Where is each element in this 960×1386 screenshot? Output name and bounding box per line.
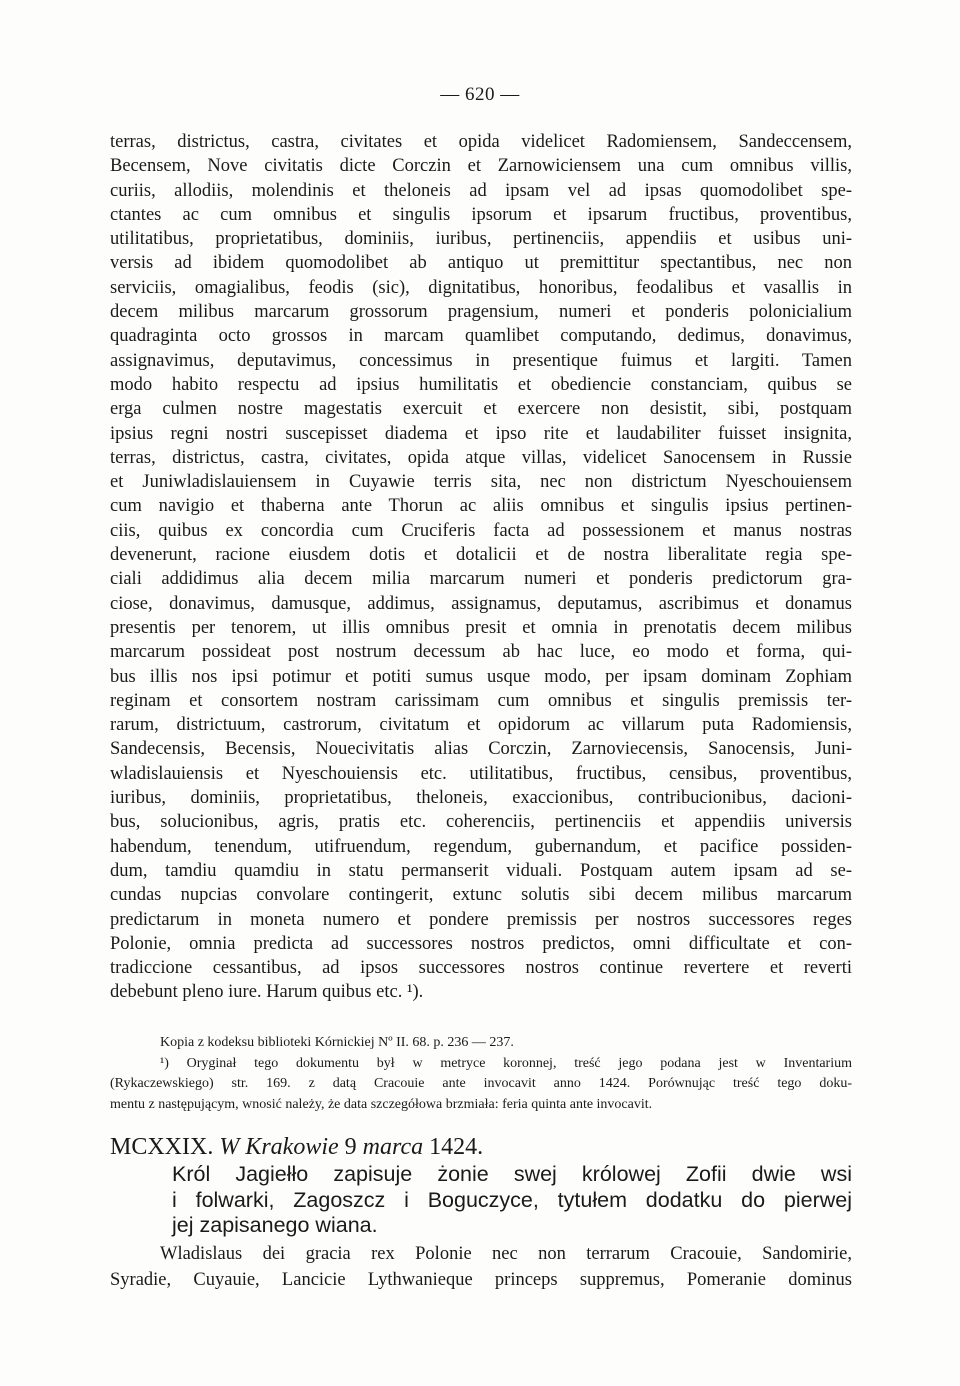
footnote-line: (Rykaczewskiego) str. 169. z datą Cracouie ante invocavit anno 1424. Porównując treść tego doku-	[110, 1076, 852, 1091]
text-line: Sandecensis, Becensis, Nouecivitatis alias Corczin, Zarnoviecensis, Sanocensis, Juni-	[110, 739, 852, 760]
opening-line: Wladislaus dei gracia rex Polonie nec non terrarum Cracouie, Sandomirie,	[160, 1244, 852, 1264]
text-line: decem milibus marcarum grossorum pragensium, numeri et ponderis polonicialium	[110, 302, 852, 323]
text-line: terras, districtus, castra, civitates, opida atque villas, videlicet Sanocensem in Russie	[110, 447, 852, 468]
text-line: rarum, districtuum, castrorum, civitatum et opidorum ac villarum puta Radomiensis,	[110, 715, 852, 736]
notes-block	[110, 1033, 852, 1115]
text-line: bus, solucionibus, agris, pratis etc. coherenciis, pertinenciis et appendiis universis	[110, 812, 852, 833]
text-line: terras, districtus, castra, civitates et opida videlicet Radomiensem, Sandeccensem,	[110, 132, 852, 152]
document-month: marca	[362, 1134, 424, 1160]
text-line: iuribus, dominiis, proprietatibus, theloneis, exaccionibus, contribucionibus, dacioni-	[110, 788, 852, 809]
document-summary	[172, 1162, 852, 1239]
document-opening	[110, 1242, 852, 1293]
summary-line: i folwarki, Zagoszcz i Boguczyce, tytułem dodatku do pierwej	[172, 1187, 852, 1212]
text-line: presentis per tenorem, ut illis omnibus presit et omnia in prenotatis decem milibus	[110, 617, 852, 638]
text-line: cum navigio et thaberna ante Thorun ac aliis omnibus et singulis ipsius pertinen-	[110, 496, 852, 517]
footnote-line: mentu z następującym, wnosić należy, że data szczegółowa brzmiała: feria quinta ante invocavit.	[110, 1096, 653, 1112]
text-line: dum, tamdiu quamdiu in statu permanserit viduali. Postquam autem ipsam ad se-	[110, 860, 852, 881]
document-heading	[110, 1133, 852, 1161]
text-line: habendum, tenendum, utifruendum, regendum, gubernandum, et pacifice possiden-	[110, 836, 852, 857]
text-line: ciis, quibus ex concordia cum Cruciferis facta ad possessionem et manus nostras	[110, 520, 852, 541]
text-line: bus illis nos ipsi potimur et potiti sumus usque modo, per ipsam dominam Zophiam	[110, 666, 852, 687]
summary-line: jej zapisanego wiana.	[172, 1213, 378, 1237]
text-line: devenerunt, racione eiusdem dotis et dotalicii et de nostra liberalitate regia spe-	[110, 545, 852, 566]
text-line: curiis, allodiis, molendinis et theloneis ad ipsam vel ad ipsas quomodolibet spe-	[110, 180, 852, 201]
text-line: cundas nupcias convolare contingerit, extunc solutis sibi decem milibus marcarum	[110, 885, 852, 906]
page-number: — 620 —	[440, 84, 520, 105]
source-note: Kopia z kodeksu biblioteki Kórnickiej Nº II. 68. p. 236 — 237.	[160, 1035, 514, 1050]
text-line: quadraginta octo grossos in marcam quamlibet computando, dedimus, donavimus,	[110, 326, 852, 347]
document-number: MCXXIX.	[110, 1134, 214, 1160]
text-line: wladislauiensis et Nyeschouiensis etc. utilitatibus, fructibus, censibus, proventibus,	[110, 763, 852, 784]
text-line: tradiccione cessantibus, ad ipsos successores nostros continue revertere et reverti	[110, 958, 852, 979]
text-line: ipsius regni nostri suscepisset diadema et ipso rite et laudabiliter fuisset insignita,	[110, 423, 852, 444]
document-year: 1424.	[429, 1134, 484, 1160]
text-line: Becensem, Nove civitatis dicte Corczin et Zarnowiciensem una cum omnibus villis,	[110, 156, 852, 177]
text-line: predictarum in moneta numero et pondere premissis per nostros successores reges	[110, 909, 852, 930]
text-line: marcarum possideat post nostrum decessum ab hac luce, eo modo et forma, qui-	[110, 642, 852, 663]
text-line: utilitatibus, proprietatibus, dominiis, iuribus, pertinenciis, appendiis et usibus uni-	[110, 229, 852, 250]
footnote-line: ¹) Oryginał tego dokumentu był w metryce koronnej, treść jego podana jest w Inventarium	[160, 1055, 852, 1071]
text-line: ciose, donavimus, damusque, addimus, assignamus, deputamus, ascribimus et donamus	[110, 593, 852, 614]
text-line: ciali addidimus alia decem milia marcarum numeri et ponderis predictorum gra-	[110, 569, 852, 590]
text-line: reginam et consortem nostram carissimam cum omnibus et singulis premissis ter-	[110, 690, 852, 711]
text-line: ctantes ac cum omnibus et singulis ipsorum et ipsarum fructibus, proventibus,	[110, 204, 852, 225]
document-place: W Krakowie	[219, 1134, 339, 1160]
text-line: debebunt pleno iure. Harum quibus etc. ¹).	[110, 982, 424, 1003]
document-day: 9	[344, 1134, 357, 1160]
charter-text	[110, 130, 852, 1005]
summary-line: Król Jagiełło zapisuje żonie swej królowej Zofii dwie wsi	[172, 1162, 852, 1186]
text-line: versis ad ibidem quomodolibet ab antiquo ut premittitur spectantibus, nec non	[110, 253, 852, 274]
text-line: modo habito respectu ad ipsius humilitatis et obediencie constanciam, quibus se	[110, 374, 852, 395]
opening-line: Syradie, Cuyauie, Lancicie Lythwanieque princeps suppremus, Pomeranie dominus	[110, 1269, 852, 1290]
text-line: serviciis, omagialibus, feodis (sic), dignitatibus, honoribus, feodalibus et vasallis in	[110, 277, 852, 298]
text-line: assignavimus, deputavimus, concessimus in presentique fuimus et largiti. Tamen	[110, 350, 852, 371]
text-line: et Juniwladislauiensem in Cuyawie terris sita, nec non districtum Nyeschouiensem	[110, 472, 852, 493]
text-line: erga culmen nostre magestatis exercuit et exercere non desistit, sibi, postquam	[110, 399, 852, 420]
text-line: Polonie, omnia predicta ad successores nostros predictos, omni difficultate et con-	[110, 933, 852, 954]
